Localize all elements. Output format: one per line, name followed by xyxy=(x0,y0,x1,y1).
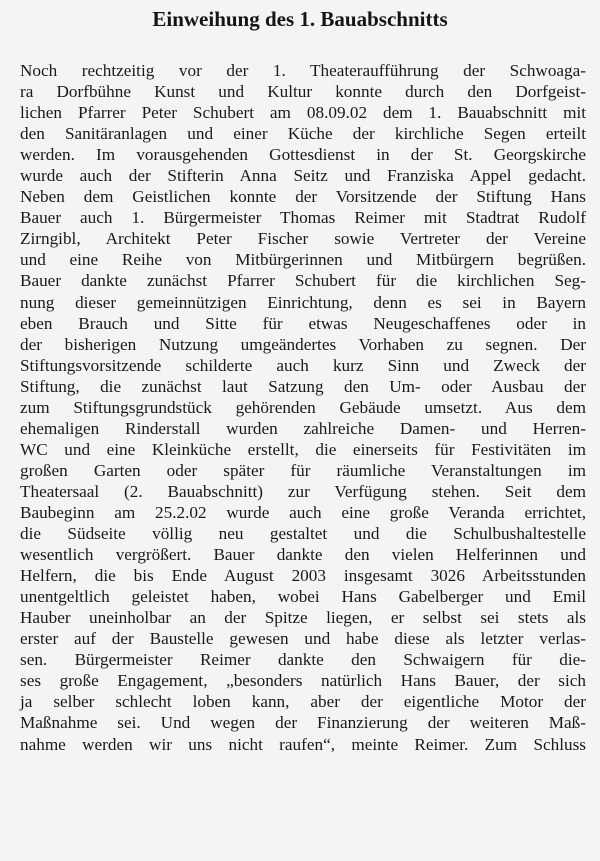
text-line-6: wurde auch der Stifterin Anna Seitz und Franziska Appel gedacht. xyxy=(20,166,586,186)
text-line-5: werden. Im vorausgehenden Gottesdienst in der St. Georgskirche xyxy=(20,145,586,165)
text-line-17: zum Stiftungsgrundstück gehörenden Gebäude umsetzt. Aus dem xyxy=(20,397,586,417)
text-line-20: großen Garten oder später für räumliche Veranstaltungen im xyxy=(20,460,586,480)
text-line-22: Baubeginn am 25.2.02 wurde auch eine große Veranda errichtet, xyxy=(20,502,586,522)
text-line-14: der bisherigen Nutzung umgeändertes Vorhaben zu segnen. Der xyxy=(20,334,586,354)
text-line-27: Hauber uneinholbar an der Spitze liegen, er selbst sei stets als xyxy=(20,608,586,628)
text-line-21: Theatersaal (2. Bauabschnitt) zur Verfügung stehen. Seit dem xyxy=(20,481,586,501)
text-line-2: ra Dorfbühne Kunst und Kultur konnte durch den Dorfgeist- xyxy=(20,82,586,102)
text-line-12: nung dieser gemeinnützigen Einrichtung, denn es sei in Bayern xyxy=(20,292,586,312)
text-line-32: Maßnahme sei. Und wegen der Finanzierung der weiteren Maß- xyxy=(20,713,586,733)
text-line-10: und eine Reihe von Mitbürgerinnen und Mitbürgern begrüßen. xyxy=(20,250,586,270)
text-line-16: Stiftung, die zunächst laut Satzung den Um- oder Ausbau der xyxy=(20,376,586,396)
text-line-15: Stiftungsvorsitzende schilderte auch kurz Sinn und Zweck der xyxy=(20,355,586,375)
text-line-28: erster auf der Baustelle gewesen und habe diese als letzter verlas- xyxy=(20,629,586,649)
text-line-11: Bauer dankte zunächst Pfarrer Schubert für die kirchlichen Seg- xyxy=(20,271,586,291)
article-title: Einweihung des 1. Bauabschnitts xyxy=(152,7,448,31)
text-line-29: sen. Bürgermeister Reimer dankte den Schwaigern für die- xyxy=(20,650,586,670)
text-line-24: wesentlich vergrößert. Bauer dankte den vielen Helferinnen und xyxy=(20,545,586,565)
text-line-13: eben Brauch und Sitte für etwas Neugeschaffenes oder in xyxy=(20,313,586,333)
text-line-31: ja selber schlecht loben kann, aber der eigentliche Motor der xyxy=(20,692,586,712)
text-line-26: unentgeltlich geleistet haben, wobei Hans Gabelberger und Emil xyxy=(20,587,586,607)
text-line-33: nahme werden wir uns nicht raufen“, meinte Reimer. Zum Schluss xyxy=(20,734,586,754)
text-line-4: den Sanitäranlagen und einer Küche der kirchliche Segen erteilt xyxy=(20,124,586,144)
text-line-1: Noch rechtzeitig vor der 1. Theateraufführung der Schwoaga- xyxy=(20,61,586,80)
article-body xyxy=(20,60,586,755)
text-line-18: ehemaligen Rinderstall wurden zahlreiche Damen- und Herren- xyxy=(20,418,586,438)
text-line-7: Neben dem Geistlichen konnte der Vorsitzende der Stiftung Hans xyxy=(20,187,586,207)
text-line-9: Zirngibl, Architekt Peter Fischer sowie Vertreter der Vereine xyxy=(20,229,586,249)
text-line-8: Bauer auch 1. Bürgermeister Thomas Reimer mit Stadtrat Rudolf xyxy=(20,208,586,228)
text-line-23: die Südseite völlig neu gestaltet und die Schulbushaltestelle xyxy=(20,524,586,544)
text-line-30: ses große Engagement, „besonders natürlich Hans Bauer, der sich xyxy=(20,671,586,691)
text-line-19: WC und eine Kleinküche erstellt, die einerseits für Festivitäten im xyxy=(20,439,586,459)
text-line-3: lichen Pfarrer Peter Schubert am 08.09.02 dem 1. Bauabschnitt mit xyxy=(20,103,586,123)
text-line-25: Helfern, die bis Ende August 2003 insgesamt 3026 Arbeitsstunden xyxy=(20,566,586,586)
